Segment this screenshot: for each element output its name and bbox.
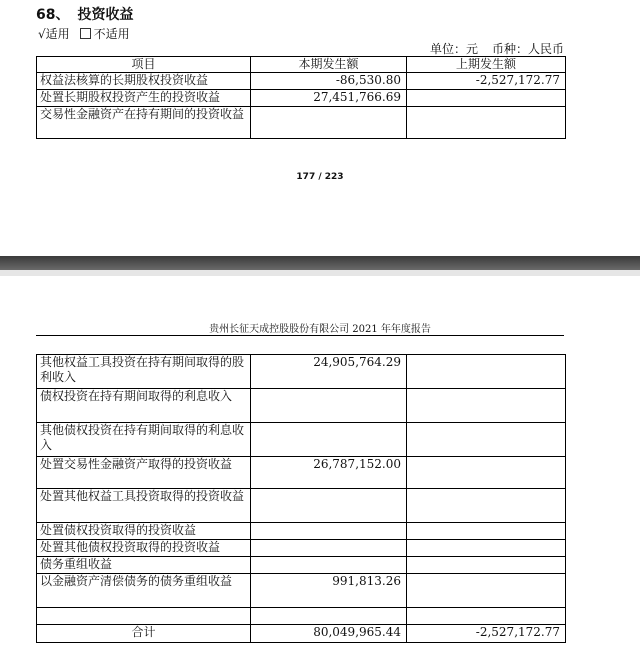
total-label: 合计	[37, 625, 251, 643]
table-row	[37, 355, 566, 389]
row-item: 处置其他债权投资取得的投资收益	[37, 540, 251, 557]
header-current-period: 本期发生额	[251, 57, 407, 73]
row-current: 27,451,766.69	[251, 90, 407, 107]
table-row	[37, 389, 566, 423]
checkbox-icon	[80, 28, 91, 39]
row-current	[251, 540, 407, 557]
applicable-label: √适用	[38, 27, 70, 41]
header-rule	[36, 335, 564, 336]
section-title: 投资收益	[77, 7, 134, 23]
row-item: 处置其他权益工具投资取得的投资收益	[37, 489, 251, 523]
row-item: 以金融资产清偿债务的债务重组收益	[37, 574, 251, 608]
currency-label: 币种：人民币	[491, 42, 564, 56]
row-current	[251, 107, 407, 139]
row-prior	[407, 107, 566, 139]
row-prior	[407, 457, 566, 489]
report-header: 贵州长征天成控股股份有限公司 2021 年年度报告	[209, 324, 431, 335]
row-prior	[407, 423, 566, 457]
row-prior: -2,527,172.77	[407, 73, 566, 90]
section-number: 68、	[36, 7, 70, 23]
row-item: 处置交易性金融资产取得的投资收益	[37, 457, 251, 489]
row-item: 权益法核算的长期股权投资收益	[37, 73, 251, 90]
row-current: 26,787,152.00	[251, 457, 407, 489]
page-separator-shadow	[0, 270, 640, 276]
row-item: 其他债权投资在持有期间取得的利息收入	[37, 423, 251, 457]
row-current	[251, 608, 407, 625]
row-prior	[407, 574, 566, 608]
row-item: 债权投资在持有期间取得的利息收入	[37, 389, 251, 423]
section-heading	[36, 4, 133, 24]
table-row	[37, 73, 566, 90]
row-item: 其他权益工具投资在持有期间取得的股利收入	[37, 355, 251, 389]
row-prior	[407, 608, 566, 625]
row-current	[251, 423, 407, 457]
table-row	[37, 457, 566, 489]
unit-line	[430, 40, 564, 57]
page-number: 177 / 223	[296, 172, 344, 182]
row-current	[251, 389, 407, 423]
row-prior	[407, 557, 566, 574]
row-prior	[407, 523, 566, 540]
table-row	[37, 523, 566, 540]
table-total-row	[37, 625, 566, 643]
investment-income-table-part1	[36, 56, 566, 139]
row-prior	[407, 355, 566, 389]
table-row	[37, 489, 566, 523]
table-header-row	[37, 57, 566, 73]
header-prior-period: 上期发生额	[407, 57, 566, 73]
row-prior	[407, 389, 566, 423]
row-current	[251, 489, 407, 523]
table-row	[37, 107, 566, 139]
total-prior: -2,527,172.77	[407, 625, 566, 643]
investment-income-table-part2	[36, 354, 566, 643]
table-row	[37, 423, 566, 457]
row-item	[37, 608, 251, 625]
unit-label: 单位：元	[429, 42, 478, 56]
header-item: 项目	[37, 57, 251, 73]
table-row	[37, 540, 566, 557]
table-row	[37, 557, 566, 574]
row-item: 处置债权投资取得的投资收益	[37, 523, 251, 540]
row-current: 991,813.26	[251, 574, 407, 608]
row-current	[251, 523, 407, 540]
row-current: 24,905,764.29	[251, 355, 407, 389]
row-item: 处置长期股权投资产生的投资收益	[37, 90, 251, 107]
row-item: 交易性金融资产在持有期间的投资收益	[37, 107, 251, 139]
row-item: 债务重组收益	[37, 557, 251, 574]
applicability-line	[38, 25, 130, 42]
table-row	[37, 574, 566, 608]
table-row	[37, 608, 566, 625]
row-current: -86,530.80	[251, 73, 407, 90]
row-prior	[407, 489, 566, 523]
total-current: 80,049,965.44	[251, 625, 407, 643]
row-prior	[407, 540, 566, 557]
row-current	[251, 557, 407, 574]
not-applicable-label: 不适用	[93, 27, 130, 41]
table-row	[37, 90, 566, 107]
page-separator	[0, 256, 640, 270]
row-prior	[407, 90, 566, 107]
